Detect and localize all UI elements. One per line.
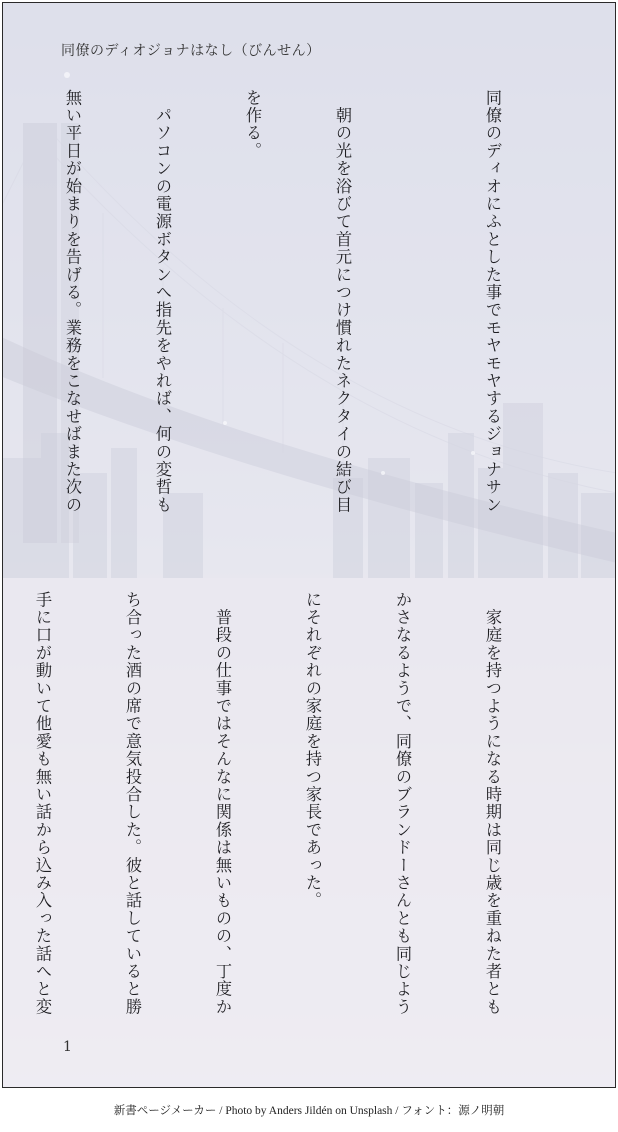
- footer-credit: 新書ページメーカー / Photo by Anders Jildén on Unsplash / フォント：源ノ明朝: [113, 1105, 505, 1117]
- text-line: 同僚のディオにふとした事でモヤモヤするジョナサン: [483, 89, 502, 514]
- text-line: かさなるようで、同僚のブランドーさんとも同じよう: [393, 591, 412, 1016]
- text-line: を作る。: [243, 89, 262, 160]
- text-line: 無い平日が始まりを告げる。業務をこなせばまた次の: [63, 89, 82, 514]
- text-block-upper: [2, 89, 567, 549]
- text-block-lower: [2, 591, 567, 1031]
- text-line: パソコンの電源ボタンへ指先をやれば、何の変哲も: [153, 89, 172, 514]
- page-header-title: 同僚のディオジョナはなし（びんせん）: [61, 43, 321, 59]
- page-number: 1: [63, 1039, 72, 1055]
- text-line: 手に口が動いて他愛も無い話から込み入った話へと変: [33, 591, 52, 1016]
- text-line: 朝の光を浴びて首元につけ慣れたネクタイの結び目: [333, 89, 352, 514]
- novel-page: [2, 2, 616, 1088]
- text-line: にそれぞれの家庭を持つ家長であった。: [303, 591, 322, 910]
- text-line: ち合った酒の席で意気投合した。彼と話していると勝: [123, 591, 142, 1016]
- text-line: 家庭を持つようになる時期は同じ歳を重ねた者とも: [483, 591, 502, 1016]
- text-line: 普段の仕事ではそんなに関係は無いものの、丁度か: [213, 591, 232, 1016]
